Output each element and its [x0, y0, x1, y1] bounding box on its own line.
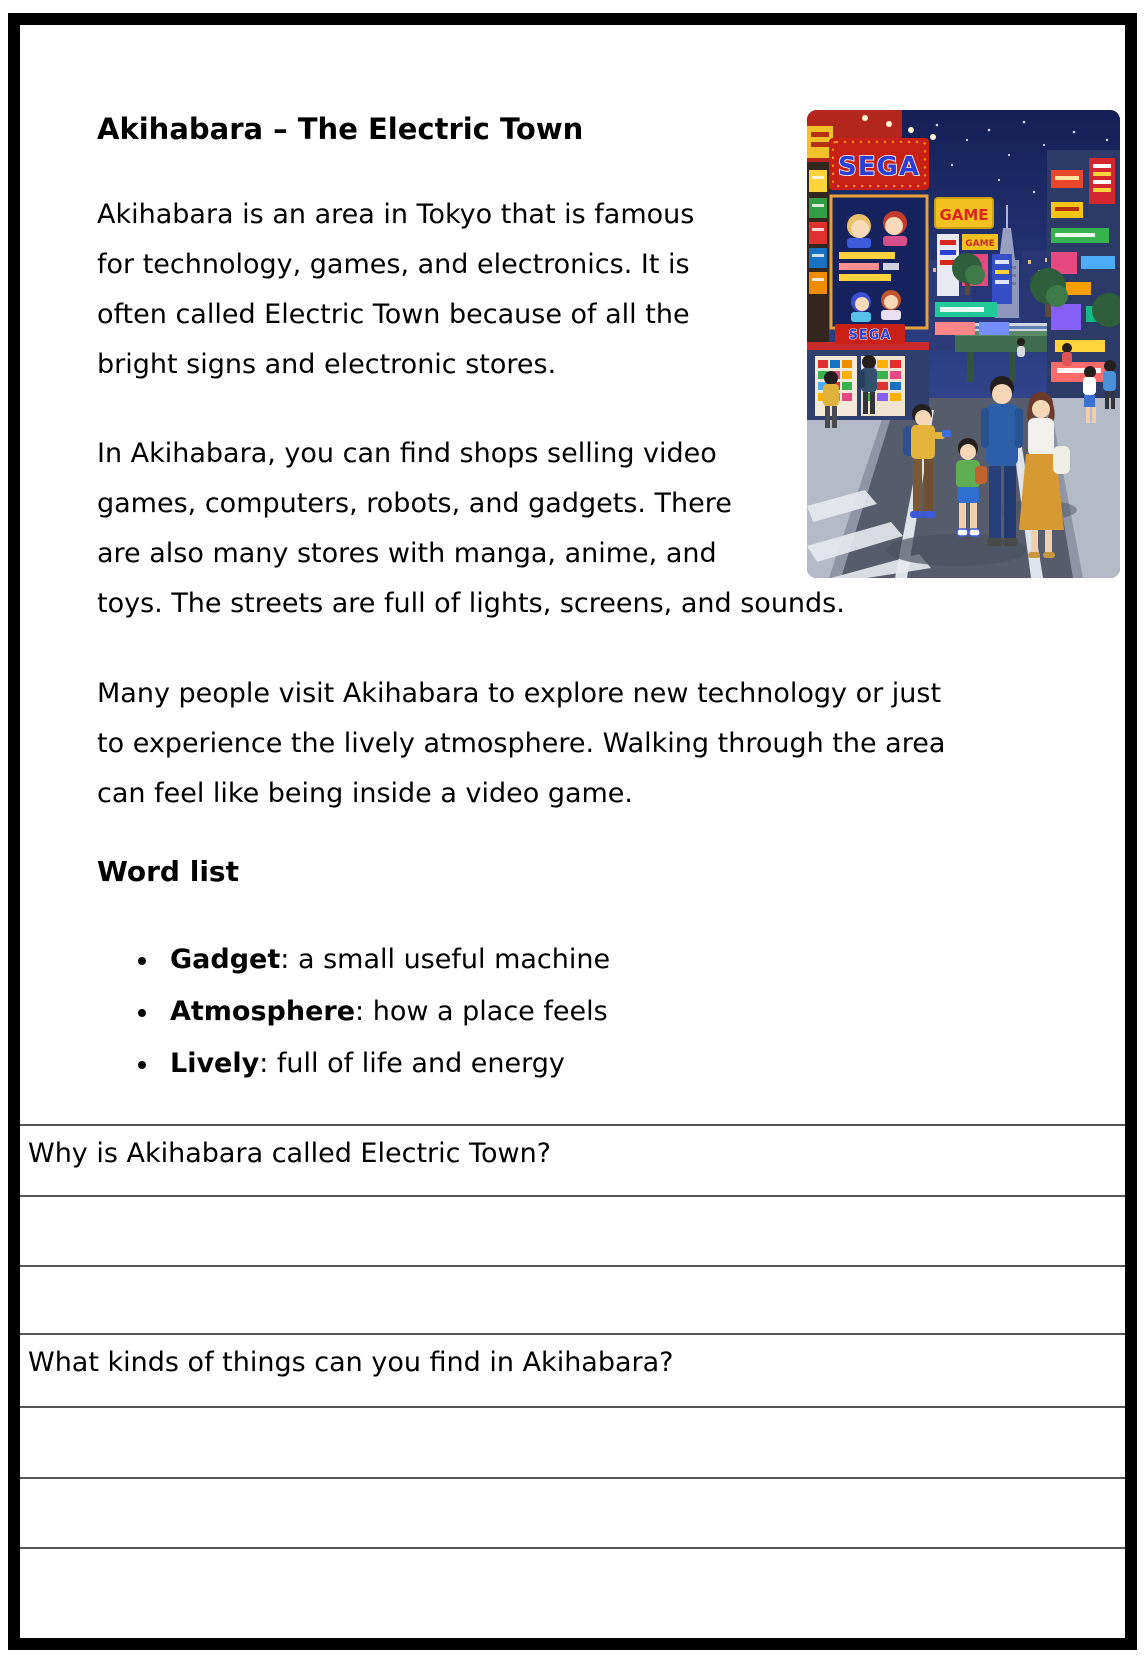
- paragraph-2: [97, 429, 845, 629]
- worksheet-page: [8, 13, 1137, 1650]
- answer-line: [20, 1406, 1125, 1477]
- sega-sign-small: [835, 324, 905, 344]
- paragraph-line: can feel like being inside a video game.: [97, 778, 634, 809]
- page-title: Akihabara – The Electric Town: [97, 112, 584, 146]
- answer-line: [20, 1477, 1125, 1547]
- answer-line: [20, 1547, 1125, 1638]
- word-definition: : how a place feels: [355, 996, 608, 1027]
- word-list-heading: Word list: [97, 855, 239, 888]
- sega-sign: [829, 138, 929, 190]
- question-1-text: Why is Akihabara called Electric Town?: [28, 1138, 552, 1169]
- akihabara-photo: [807, 110, 1120, 578]
- paragraph-line: In Akihabara, you can find shops selling video: [97, 438, 717, 469]
- anime-poster: [831, 196, 927, 328]
- question-2-text: What kinds of things can you find in Akihabara?: [28, 1347, 674, 1378]
- question-2-row: [20, 1333, 1125, 1406]
- paragraph-line: toys. The streets are full of lights, screens, and sounds.: [97, 588, 845, 619]
- answer-line: [20, 1265, 1125, 1333]
- paragraph-1: [97, 190, 694, 390]
- paragraph-line: Many people visit Akihabara to explore new technology or just: [97, 678, 942, 709]
- paragraph-line: Akihabara is an area in Tokyo that is famous: [97, 199, 695, 230]
- paragraph-line: bright signs and electronic stores.: [97, 349, 557, 380]
- bullet-icon: [138, 957, 146, 965]
- paragraph-line: often called Electric Town because of all the: [97, 299, 690, 330]
- paragraph-line: to experience the lively atmosphere. Walking through the area: [97, 728, 946, 759]
- word-term: Gadget: [170, 944, 281, 975]
- svg-text:GAME: GAME: [965, 239, 995, 249]
- answer-line: [20, 1195, 1125, 1265]
- word-list-item: [170, 986, 610, 1038]
- svg-text:SEGA: SEGA: [848, 328, 892, 343]
- word-term: Atmosphere: [170, 996, 356, 1027]
- word-list-item: [170, 1038, 610, 1090]
- question-1-row: [20, 1124, 1125, 1195]
- word-definition: : a small useful machine: [280, 944, 611, 975]
- svg-text:GAME: GAME: [939, 206, 989, 224]
- answer-table: [20, 1124, 1125, 1638]
- word-term: Lively: [170, 1048, 260, 1079]
- paragraph-line: are also many stores with manga, anime, and: [97, 538, 717, 569]
- paragraph-3: [97, 669, 945, 819]
- paragraph-line: for technology, games, and electronics. It is: [97, 249, 690, 280]
- svg-text:SEGA: SEGA: [838, 152, 920, 182]
- bullet-icon: [138, 1009, 146, 1017]
- word-list-item: [170, 934, 610, 986]
- bullet-icon: [138, 1061, 146, 1069]
- word-list: [170, 934, 610, 1090]
- word-definition: : full of life and energy: [259, 1048, 565, 1079]
- paragraph-line: games, computers, robots, and gadgets. There: [97, 488, 732, 519]
